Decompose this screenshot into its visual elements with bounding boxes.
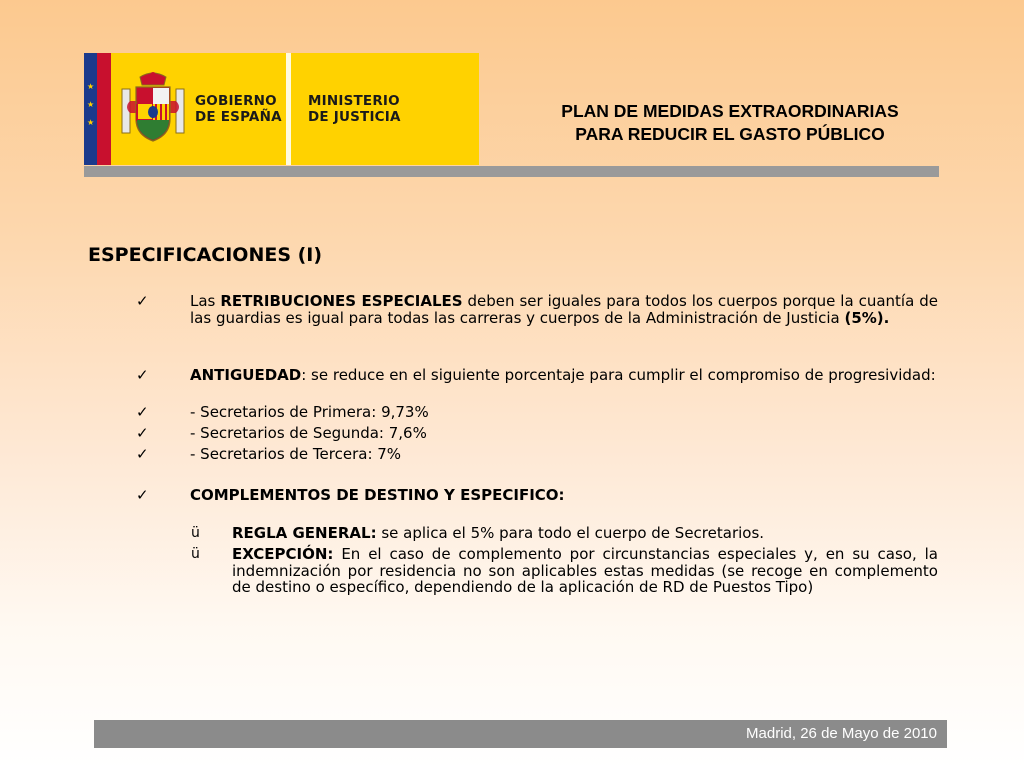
sub-bullet-text: se aplica el 5% para todo el cuerpo de Secretarios.	[376, 524, 765, 542]
title-line-1: PLAN DE MEDIDAS EXTRAORDINARIAS	[561, 101, 899, 121]
section-heading: ESPECIFICACIONES (I)	[88, 244, 323, 266]
footer-date: Madrid, 26 de Mayo de 2010	[746, 725, 937, 742]
logo-gobierno-line2: DE ESPAÑA	[195, 109, 282, 125]
bullet-text: : se reduce en el siguiente porcentaje para cumplir el compromiso de progresividad:	[301, 366, 936, 384]
bullet-secretarios-primera: - Secretarios de Primera: 9,73%	[190, 403, 429, 421]
logo-ministerio-line2: DE JUSTICIA	[308, 109, 401, 125]
logo-divider	[286, 53, 291, 165]
bullet-text: deben ser iguales para todos los cuerpos porque la cuantía de las guardias es igual para todas las carreras y cuerpos de la Administración de Justicia	[190, 292, 938, 327]
coat-of-arms-icon	[120, 71, 186, 147]
bullet-bold-text: (5%).	[844, 308, 890, 327]
check-icon: ✓	[136, 424, 149, 442]
bullet-text: Las	[190, 292, 221, 310]
header-rule	[84, 166, 939, 177]
eu-star-icon: ★	[87, 118, 95, 127]
eu-star-icon: ★	[87, 100, 95, 109]
check-icon: ✓	[136, 292, 149, 310]
eu-star-icon: ★	[87, 82, 95, 91]
bullet-secretarios-tercera: - Secretarios de Tercera: 7%	[190, 445, 402, 463]
sub-bullet-regla-general	[232, 525, 938, 542]
sub-bullet-text: En el caso de complemento por circunstancias especiales y, en su caso, la indemnización por residencia no son aplicables estas medidas (se recoge en complemento de destino o específico, dependiendo de la aplicación de RD de Puestos Tipo)	[232, 545, 938, 596]
footer-bar	[94, 720, 947, 748]
sub-bullet-excepcion	[232, 546, 938, 596]
logo-gobierno-line1: GOBIERNO	[195, 93, 277, 109]
logo-red-stripe	[97, 53, 111, 165]
logo-ministerio-line1: MINISTERIO	[308, 93, 400, 109]
bullet-bold-text: ANTIGUEDAD	[190, 366, 302, 384]
sub-bullet-bold-text: REGLA GENERAL:	[232, 524, 377, 542]
logo-blue-stripe	[84, 53, 97, 165]
check-icon: ✓	[136, 445, 149, 463]
ministry-logo	[84, 53, 479, 165]
bullet-bold-text: RETRIBUCIONES ESPECIALES	[220, 292, 463, 310]
bullet-retribuciones	[190, 293, 938, 326]
check-icon: ✓	[136, 403, 149, 421]
check-icon: ✓	[136, 366, 149, 384]
title-line-2: PARA REDUCIR EL GASTO PÚBLICO	[575, 124, 885, 144]
sub-bullet-marker: ü	[191, 525, 200, 541]
bullet-complementos: COMPLEMENTOS DE DESTINO Y ESPECIFICO:	[190, 486, 565, 504]
bullet-secretarios-segunda: - Secretarios de Segunda: 7,6%	[190, 424, 427, 442]
check-icon: ✓	[136, 486, 149, 504]
sub-bullet-bold-text: EXCEPCIÓN:	[232, 545, 334, 563]
page-title	[480, 100, 980, 146]
bullet-antiguedad	[190, 367, 938, 384]
sub-bullet-marker: ü	[191, 546, 200, 562]
